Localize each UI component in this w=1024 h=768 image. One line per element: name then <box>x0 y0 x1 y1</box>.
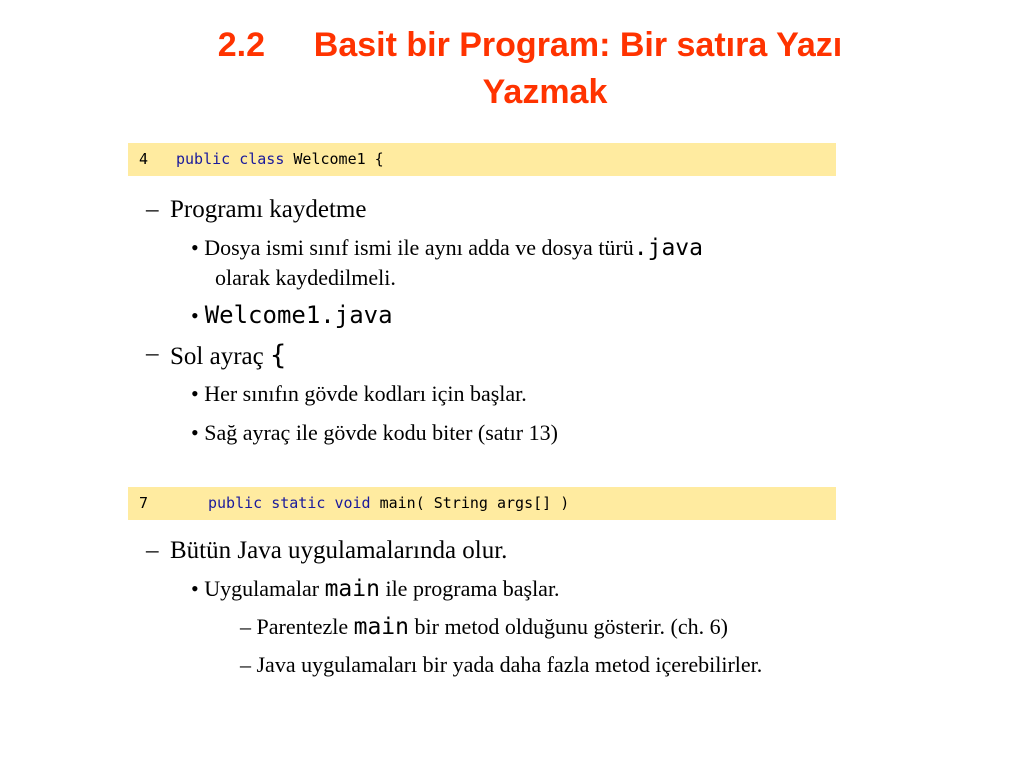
bullet-l1 <box>146 537 507 565</box>
bullet-text: Uygulamalar <box>204 576 325 601</box>
bullet-text: Parentezle <box>256 614 354 639</box>
inline-code: .java <box>633 235 704 261</box>
bullet-text: Her sınıfın gövde kodları için başlar. <box>204 381 527 406</box>
title-line-2: Yazmak <box>482 73 608 111</box>
bullet-text: ile programa başlar. <box>379 576 560 601</box>
bullet-l2 <box>191 420 558 446</box>
dash-marker: – <box>146 196 159 223</box>
bullet-marker: • <box>191 576 199 601</box>
code-snippet-1 <box>128 143 836 176</box>
bullet-l1 <box>146 196 366 224</box>
bullet-l2 <box>191 576 560 602</box>
code-line <box>208 487 569 520</box>
bullet-text: Sağ ayraç ile gövde kodu biter (satır 13) <box>204 420 558 445</box>
inline-code: main <box>353 614 409 640</box>
code-keyword: void <box>334 494 371 512</box>
bullet-l2 <box>191 301 393 329</box>
code-line-number: 4 <box>139 150 149 168</box>
bullet-text: Dosya ismi sınıf ismi ile aynı adda ve dosya türü <box>204 235 634 260</box>
slide-title <box>130 22 930 116</box>
code-snippet-2 <box>128 487 836 520</box>
bullet-text: bir metod olduğunu gösterir. (ch. 6) <box>409 614 728 639</box>
code-text: Welcome1 { <box>293 150 384 168</box>
bullet-text: Programı kaydetme <box>170 196 367 223</box>
code-keyword: class <box>239 150 285 168</box>
code-keyword: public <box>208 494 263 512</box>
title-line-1: Basit bir Program: Bir satıra Yazı <box>313 26 843 64</box>
dash-marker: – <box>240 652 251 677</box>
code-line <box>176 143 384 176</box>
inline-code: Welcome1.java <box>204 301 393 329</box>
code-keyword: public <box>176 150 231 168</box>
bullet-marker: • <box>191 303 199 328</box>
inline-code: { <box>269 340 287 371</box>
bullet-l3 <box>240 652 762 678</box>
section-number: 2.2 <box>217 26 266 64</box>
bullet-l3 <box>240 614 728 640</box>
bullet-marker: • <box>191 381 199 406</box>
bullet-l1 <box>146 340 286 371</box>
code-text: main( String args[] ) <box>379 494 570 512</box>
bullet-continuation: olarak kaydedilmeli. <box>215 265 396 290</box>
dash-marker: – <box>146 340 159 367</box>
bullet-text: Sol ayraç <box>170 343 270 370</box>
bullet-text: Java uygulamaları bir yada daha fazla metod içerebilirler. <box>256 652 763 677</box>
bullet-marker: • <box>191 420 199 445</box>
bullet-l2 <box>191 381 527 407</box>
bullet-text: Bütün Java uygulamalarında olur. <box>170 537 508 564</box>
dash-marker: – <box>146 537 159 564</box>
code-keyword: static <box>271 494 326 512</box>
inline-code: main <box>324 576 380 602</box>
dash-marker: – <box>240 614 251 639</box>
bullet-l2 <box>191 235 703 261</box>
bullet-marker: • <box>191 235 199 260</box>
code-line-number: 7 <box>139 494 149 512</box>
